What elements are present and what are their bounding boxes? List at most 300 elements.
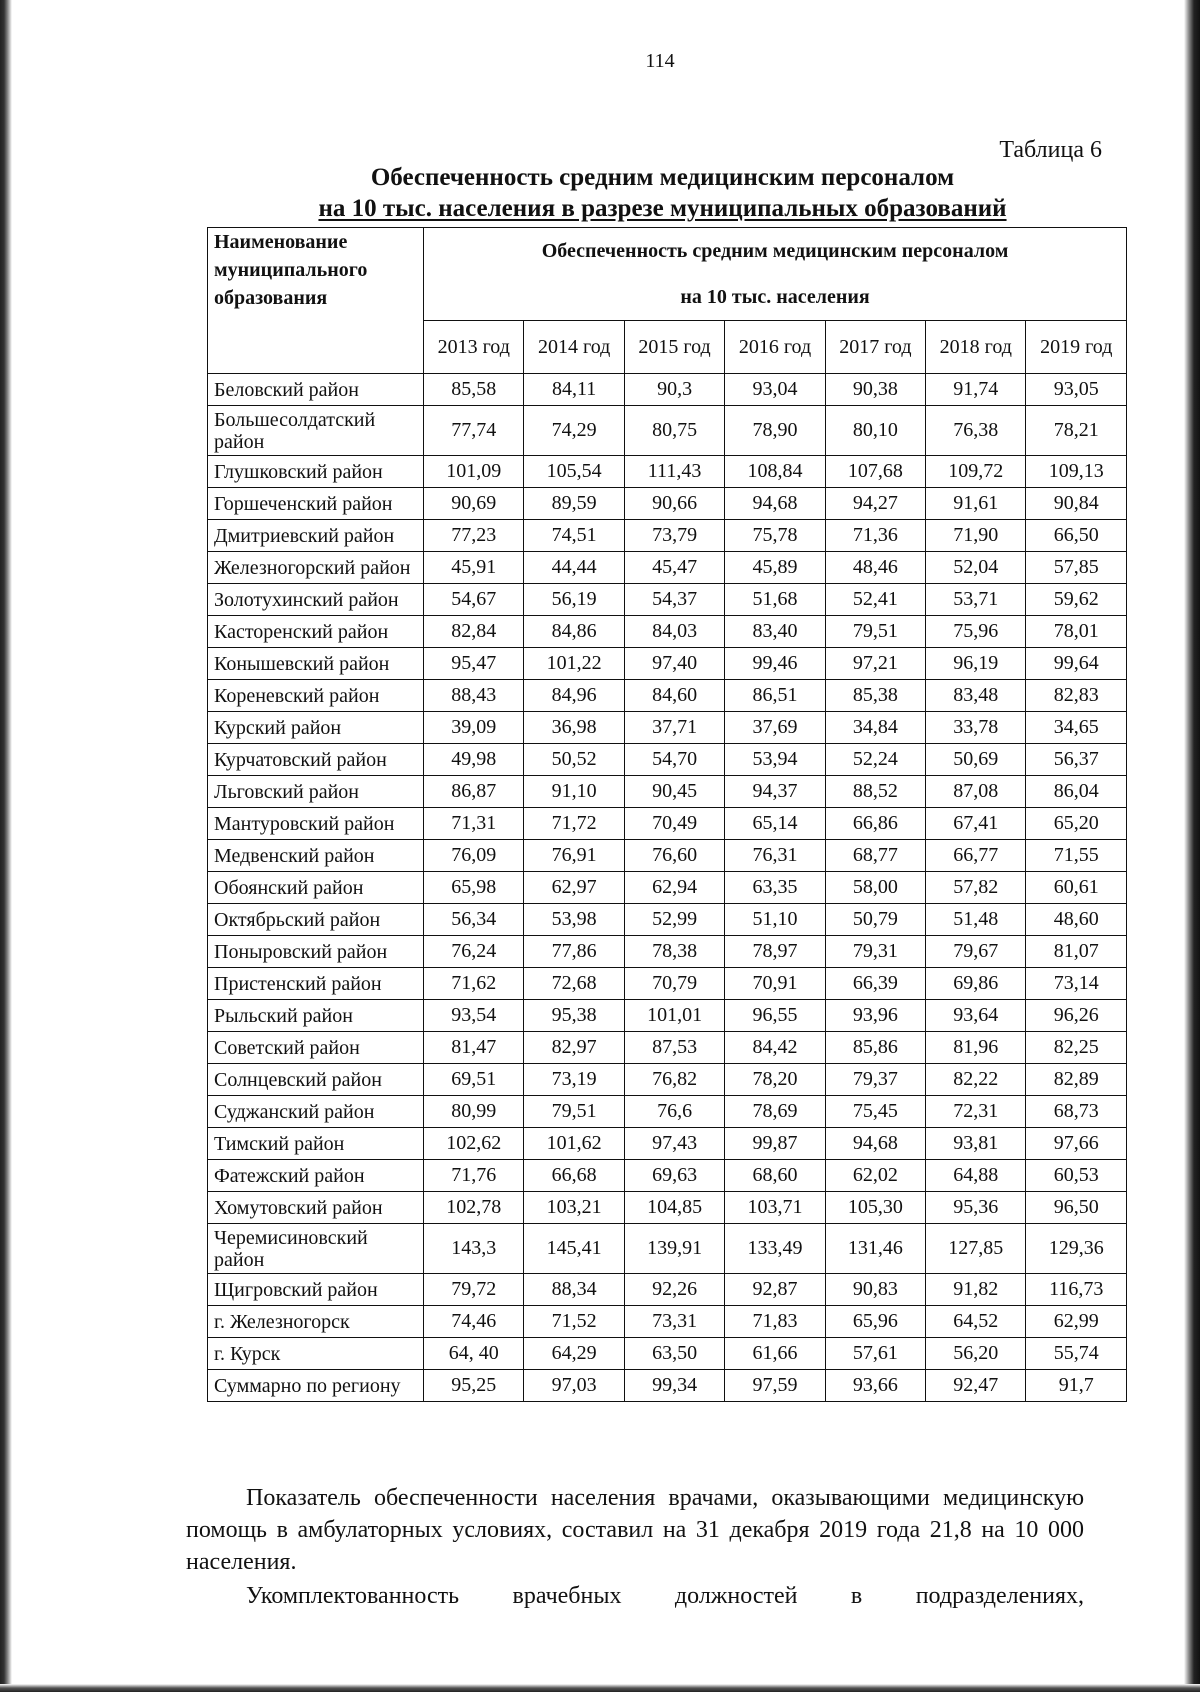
row-value: 145,41 xyxy=(524,1224,624,1274)
row-value: 107,68 xyxy=(825,456,925,488)
row-name: г. Курск xyxy=(208,1338,424,1370)
header-year-2: 2015 год xyxy=(624,321,724,374)
row-value: 91,10 xyxy=(524,776,624,808)
row-value: 77,86 xyxy=(524,936,624,968)
row-value: 48,60 xyxy=(1026,904,1127,936)
row-value: 64,29 xyxy=(524,1338,624,1370)
row-value: 109,13 xyxy=(1026,456,1127,488)
row-value: 90,69 xyxy=(424,488,524,520)
row-value: 102,78 xyxy=(424,1192,524,1224)
row-value: 143,3 xyxy=(424,1224,524,1274)
row-value: 34,65 xyxy=(1026,712,1127,744)
row-value: 79,51 xyxy=(524,1096,624,1128)
row-name: Черемисиновский район xyxy=(208,1224,424,1274)
row-value: 82,97 xyxy=(524,1032,624,1064)
row-value: 68,73 xyxy=(1026,1096,1127,1128)
table-row xyxy=(208,936,1127,968)
row-value: 51,48 xyxy=(926,904,1026,936)
row-value: 91,82 xyxy=(926,1274,1026,1306)
row-value: 97,21 xyxy=(825,648,925,680)
row-value: 76,91 xyxy=(524,840,624,872)
row-value: 71,52 xyxy=(524,1306,624,1338)
table-row xyxy=(208,1096,1127,1128)
row-value: 60,61 xyxy=(1026,872,1127,904)
row-name: Суджанский район xyxy=(208,1096,424,1128)
row-value: 69,51 xyxy=(424,1064,524,1096)
row-value: 91,61 xyxy=(926,488,1026,520)
row-value: 95,25 xyxy=(424,1370,524,1402)
row-value: 94,37 xyxy=(725,776,825,808)
row-value: 83,48 xyxy=(926,680,1026,712)
row-value: 73,14 xyxy=(1026,968,1127,1000)
row-value: 72,31 xyxy=(926,1096,1026,1128)
row-value: 54,70 xyxy=(624,744,724,776)
row-name: Беловский район xyxy=(208,374,424,406)
table-row xyxy=(208,456,1127,488)
row-value: 90,66 xyxy=(624,488,724,520)
row-value: 73,19 xyxy=(524,1064,624,1096)
row-value: 56,34 xyxy=(424,904,524,936)
table-row xyxy=(208,1032,1127,1064)
row-value: 56,19 xyxy=(524,584,624,616)
row-value: 71,72 xyxy=(524,808,624,840)
table-row xyxy=(208,584,1127,616)
row-value: 64,52 xyxy=(926,1306,1026,1338)
row-value: 65,98 xyxy=(424,872,524,904)
row-value: 85,58 xyxy=(424,374,524,406)
table-row xyxy=(208,808,1127,840)
row-value: 51,10 xyxy=(725,904,825,936)
table-row xyxy=(208,1338,1127,1370)
row-name: Обоянский район xyxy=(208,872,424,904)
row-value: 52,99 xyxy=(624,904,724,936)
header-year-4: 2017 год xyxy=(825,321,925,374)
row-value: 75,96 xyxy=(926,616,1026,648)
row-value: 39,09 xyxy=(424,712,524,744)
row-value: 74,29 xyxy=(524,406,624,456)
row-value: 74,46 xyxy=(424,1306,524,1338)
row-value: 129,36 xyxy=(1026,1224,1127,1274)
row-value: 44,44 xyxy=(524,552,624,584)
row-name: Конышевский район xyxy=(208,648,424,680)
row-value: 93,81 xyxy=(926,1128,1026,1160)
table-body xyxy=(208,374,1127,1402)
table-row xyxy=(208,648,1127,680)
row-value: 71,36 xyxy=(825,520,925,552)
row-value: 68,77 xyxy=(825,840,925,872)
row-value: 131,46 xyxy=(825,1224,925,1274)
row-value: 92,47 xyxy=(926,1370,1026,1402)
table-row xyxy=(208,968,1127,1000)
table-row xyxy=(208,1370,1127,1402)
row-name: Золотухинский район xyxy=(208,584,424,616)
row-value: 82,84 xyxy=(424,616,524,648)
row-value: 88,52 xyxy=(825,776,925,808)
row-value: 45,91 xyxy=(424,552,524,584)
row-value: 93,05 xyxy=(1026,374,1127,406)
row-name: Дмитриевский район xyxy=(208,520,424,552)
header-group-line1: Обеспеченность средним медицинским персоналом xyxy=(541,240,1009,262)
row-value: 75,45 xyxy=(825,1096,925,1128)
row-value: 103,21 xyxy=(524,1192,624,1224)
row-value: 97,43 xyxy=(624,1128,724,1160)
row-value: 104,85 xyxy=(624,1192,724,1224)
row-value: 65,20 xyxy=(1026,808,1127,840)
table-row xyxy=(208,552,1127,584)
row-value: 64,88 xyxy=(926,1160,1026,1192)
table-row xyxy=(208,520,1127,552)
row-value: 69,63 xyxy=(624,1160,724,1192)
row-value: 50,79 xyxy=(825,904,925,936)
row-name: Тимский район xyxy=(208,1128,424,1160)
row-value: 84,96 xyxy=(524,680,624,712)
row-value: 54,37 xyxy=(624,584,724,616)
row-value: 102,62 xyxy=(424,1128,524,1160)
table-row xyxy=(208,1128,1127,1160)
row-value: 83,40 xyxy=(725,616,825,648)
header-municipality: Наименование муниципального образования xyxy=(208,228,424,374)
row-value: 76,09 xyxy=(424,840,524,872)
row-value: 97,59 xyxy=(725,1370,825,1402)
row-value: 93,64 xyxy=(926,1000,1026,1032)
row-value: 84,42 xyxy=(725,1032,825,1064)
row-name: Касторенский район xyxy=(208,616,424,648)
row-value: 73,79 xyxy=(624,520,724,552)
row-value: 36,98 xyxy=(524,712,624,744)
row-value: 80,99 xyxy=(424,1096,524,1128)
row-value: 66,77 xyxy=(926,840,1026,872)
row-value: 78,97 xyxy=(725,936,825,968)
row-value: 67,41 xyxy=(926,808,1026,840)
row-value: 76,38 xyxy=(926,406,1026,456)
row-value: 101,01 xyxy=(624,1000,724,1032)
row-value: 101,09 xyxy=(424,456,524,488)
row-name: Железногорский район xyxy=(208,552,424,584)
table-row xyxy=(208,406,1127,456)
row-value: 66,86 xyxy=(825,808,925,840)
row-name: Суммарно по региону xyxy=(208,1370,424,1402)
row-value: 71,90 xyxy=(926,520,1026,552)
row-name: Рыльский район xyxy=(208,1000,424,1032)
header-year-6: 2019 год xyxy=(1026,321,1127,374)
row-value: 105,30 xyxy=(825,1192,925,1224)
table-row xyxy=(208,616,1127,648)
row-value: 78,69 xyxy=(725,1096,825,1128)
row-name: Большесолдатский район xyxy=(208,406,424,456)
row-value: 95,36 xyxy=(926,1192,1026,1224)
row-value: 53,98 xyxy=(524,904,624,936)
row-value: 82,22 xyxy=(926,1064,1026,1096)
row-value: 71,31 xyxy=(424,808,524,840)
row-value: 52,41 xyxy=(825,584,925,616)
table-row xyxy=(208,744,1127,776)
row-value: 133,49 xyxy=(725,1224,825,1274)
table-row xyxy=(208,904,1127,936)
table-label: Таблица 6 xyxy=(999,137,1102,163)
row-value: 85,86 xyxy=(825,1032,925,1064)
row-value: 79,72 xyxy=(424,1274,524,1306)
row-value: 90,84 xyxy=(1026,488,1127,520)
row-value: 86,87 xyxy=(424,776,524,808)
row-value: 93,96 xyxy=(825,1000,925,1032)
table-row xyxy=(208,1274,1127,1306)
row-value: 66,68 xyxy=(524,1160,624,1192)
scan-edge-bottom xyxy=(0,1684,1200,1692)
table-row xyxy=(208,680,1127,712)
row-name: Курчатовский район xyxy=(208,744,424,776)
table-row xyxy=(208,1000,1127,1032)
row-value: 94,68 xyxy=(825,1128,925,1160)
row-value: 61,66 xyxy=(725,1338,825,1370)
row-value: 88,34 xyxy=(524,1274,624,1306)
row-value: 111,43 xyxy=(624,456,724,488)
row-value: 93,66 xyxy=(825,1370,925,1402)
row-value: 84,86 xyxy=(524,616,624,648)
row-value: 63,35 xyxy=(725,872,825,904)
row-value: 92,87 xyxy=(725,1274,825,1306)
row-value: 62,99 xyxy=(1026,1306,1127,1338)
row-value: 34,84 xyxy=(825,712,925,744)
row-value: 90,38 xyxy=(825,374,925,406)
row-name: Октябрьский район xyxy=(208,904,424,936)
row-value: 73,31 xyxy=(624,1306,724,1338)
row-value: 52,24 xyxy=(825,744,925,776)
row-name: Мантуровский район xyxy=(208,808,424,840)
row-value: 139,91 xyxy=(624,1224,724,1274)
row-value: 79,31 xyxy=(825,936,925,968)
row-name: Солнцевский район xyxy=(208,1064,424,1096)
row-value: 76,31 xyxy=(725,840,825,872)
row-value: 66,39 xyxy=(825,968,925,1000)
row-value: 96,50 xyxy=(1026,1192,1127,1224)
row-value: 48,46 xyxy=(825,552,925,584)
row-value: 55,74 xyxy=(1026,1338,1127,1370)
row-value: 65,14 xyxy=(725,808,825,840)
row-value: 81,07 xyxy=(1026,936,1127,968)
table-row xyxy=(208,374,1127,406)
row-value: 91,7 xyxy=(1026,1370,1127,1402)
table-row xyxy=(208,1064,1127,1096)
table-row xyxy=(208,1192,1127,1224)
row-value: 77,23 xyxy=(424,520,524,552)
row-value: 76,82 xyxy=(624,1064,724,1096)
row-value: 80,75 xyxy=(624,406,724,456)
row-value: 103,71 xyxy=(725,1192,825,1224)
row-value: 45,89 xyxy=(725,552,825,584)
header-group xyxy=(424,228,1127,321)
row-value: 81,96 xyxy=(926,1032,1026,1064)
row-value: 94,68 xyxy=(725,488,825,520)
paragraph-2: Укомплектованность врачебных должностей в подразделениях, xyxy=(246,1583,1084,1609)
row-value: 87,53 xyxy=(624,1032,724,1064)
row-value: 37,71 xyxy=(624,712,724,744)
row-value: 37,69 xyxy=(725,712,825,744)
row-value: 86,51 xyxy=(725,680,825,712)
row-value: 91,74 xyxy=(926,374,1026,406)
row-value: 97,66 xyxy=(1026,1128,1127,1160)
row-value: 94,27 xyxy=(825,488,925,520)
row-value: 70,91 xyxy=(725,968,825,1000)
table-row xyxy=(208,1306,1127,1338)
row-value: 99,34 xyxy=(624,1370,724,1402)
row-value: 76,24 xyxy=(424,936,524,968)
row-value: 82,89 xyxy=(1026,1064,1127,1096)
paragraph-1: Показатель обеспеченности населения врачами, оказывающими медицинскую помощь в амбулаторных условиях, составил на 31 декабря 2019 года 21,8 на 10 000 населения. xyxy=(186,1485,1084,1575)
table-row xyxy=(208,872,1127,904)
row-value: 71,62 xyxy=(424,968,524,1000)
row-value: 88,43 xyxy=(424,680,524,712)
row-value: 78,20 xyxy=(725,1064,825,1096)
row-value: 50,69 xyxy=(926,744,1026,776)
row-value: 82,83 xyxy=(1026,680,1127,712)
row-value: 54,67 xyxy=(424,584,524,616)
row-value: 45,47 xyxy=(624,552,724,584)
row-value: 97,40 xyxy=(624,648,724,680)
row-value: 63,50 xyxy=(624,1338,724,1370)
row-value: 101,62 xyxy=(524,1128,624,1160)
row-value: 75,78 xyxy=(725,520,825,552)
row-value: 99,46 xyxy=(725,648,825,680)
row-value: 93,04 xyxy=(725,374,825,406)
row-value: 80,10 xyxy=(825,406,925,456)
row-value: 95,47 xyxy=(424,648,524,680)
row-value: 79,37 xyxy=(825,1064,925,1096)
row-value: 76,6 xyxy=(624,1096,724,1128)
row-value: 78,90 xyxy=(725,406,825,456)
row-value: 90,83 xyxy=(825,1274,925,1306)
table-header-row xyxy=(208,228,1127,321)
row-value: 74,51 xyxy=(524,520,624,552)
row-value: 62,02 xyxy=(825,1160,925,1192)
row-value: 87,08 xyxy=(926,776,1026,808)
table-row xyxy=(208,488,1127,520)
row-value: 108,84 xyxy=(725,456,825,488)
row-value: 72,68 xyxy=(524,968,624,1000)
page-number: 114 xyxy=(645,50,675,72)
header-year-5: 2018 год xyxy=(926,321,1026,374)
row-name: Хомутовский район xyxy=(208,1192,424,1224)
row-value: 53,71 xyxy=(926,584,1026,616)
row-value: 49,98 xyxy=(424,744,524,776)
row-value: 57,61 xyxy=(825,1338,925,1370)
row-value: 84,11 xyxy=(524,374,624,406)
row-value: 53,94 xyxy=(725,744,825,776)
row-value: 97,03 xyxy=(524,1370,624,1402)
row-name: Курский район xyxy=(208,712,424,744)
row-name: г. Железногорск xyxy=(208,1306,424,1338)
row-value: 71,76 xyxy=(424,1160,524,1192)
row-value: 99,87 xyxy=(725,1128,825,1160)
row-value: 62,94 xyxy=(624,872,724,904)
table-title-line2: на 10 тыс. населения в разрезе муниципальных образований xyxy=(318,195,1007,222)
table-row xyxy=(208,776,1127,808)
row-value: 96,55 xyxy=(725,1000,825,1032)
table-row xyxy=(208,1160,1127,1192)
row-value: 66,50 xyxy=(1026,520,1127,552)
row-name: Пристенский район xyxy=(208,968,424,1000)
row-name: Фатежский район xyxy=(208,1160,424,1192)
row-value: 57,85 xyxy=(1026,552,1127,584)
row-name: Медвенский район xyxy=(208,840,424,872)
row-value: 84,60 xyxy=(624,680,724,712)
table-row xyxy=(208,712,1127,744)
row-value: 52,04 xyxy=(926,552,1026,584)
staffing-table xyxy=(207,227,1127,1402)
row-value: 71,55 xyxy=(1026,840,1127,872)
row-value: 79,67 xyxy=(926,936,1026,968)
table-row xyxy=(208,840,1127,872)
row-name: Горшеченский район xyxy=(208,488,424,520)
row-name: Глушковский район xyxy=(208,456,424,488)
row-value: 101,22 xyxy=(524,648,624,680)
row-value: 79,51 xyxy=(825,616,925,648)
row-value: 78,01 xyxy=(1026,616,1127,648)
row-value: 33,78 xyxy=(926,712,1026,744)
header-year-1: 2014 год xyxy=(524,321,624,374)
row-name: Льговский район xyxy=(208,776,424,808)
row-value: 89,59 xyxy=(524,488,624,520)
row-value: 81,47 xyxy=(424,1032,524,1064)
row-value: 82,25 xyxy=(1026,1032,1127,1064)
row-value: 59,62 xyxy=(1026,584,1127,616)
row-value: 85,38 xyxy=(825,680,925,712)
row-name: Щигровский район xyxy=(208,1274,424,1306)
row-value: 92,26 xyxy=(624,1274,724,1306)
row-value: 70,49 xyxy=(624,808,724,840)
row-value: 90,3 xyxy=(624,374,724,406)
scan-edge-right xyxy=(1184,0,1200,1692)
row-value: 77,74 xyxy=(424,406,524,456)
row-value: 64, 40 xyxy=(424,1338,524,1370)
row-name: Поныровский район xyxy=(208,936,424,968)
row-value: 86,04 xyxy=(1026,776,1127,808)
row-value: 60,53 xyxy=(1026,1160,1127,1192)
table-title xyxy=(200,162,1125,224)
scan-edge-left xyxy=(0,0,12,1692)
row-value: 56,37 xyxy=(1026,744,1127,776)
row-value: 50,52 xyxy=(524,744,624,776)
row-name: Кореневский район xyxy=(208,680,424,712)
row-value: 58,00 xyxy=(825,872,925,904)
row-value: 96,19 xyxy=(926,648,1026,680)
row-value: 76,60 xyxy=(624,840,724,872)
table-row xyxy=(208,1224,1127,1274)
row-value: 70,79 xyxy=(624,968,724,1000)
row-value: 68,60 xyxy=(725,1160,825,1192)
header-year-3: 2016 год xyxy=(725,321,825,374)
row-value: 56,20 xyxy=(926,1338,1026,1370)
row-value: 65,96 xyxy=(825,1306,925,1338)
row-value: 51,68 xyxy=(725,584,825,616)
row-value: 57,82 xyxy=(926,872,1026,904)
row-value: 78,38 xyxy=(624,936,724,968)
table-title-line1: Обеспеченность средним медицинским персоналом xyxy=(370,164,955,191)
row-value: 95,38 xyxy=(524,1000,624,1032)
row-value: 105,54 xyxy=(524,456,624,488)
row-value: 78,21 xyxy=(1026,406,1127,456)
row-value: 84,03 xyxy=(624,616,724,648)
row-value: 62,97 xyxy=(524,872,624,904)
row-value: 93,54 xyxy=(424,1000,524,1032)
row-value: 116,73 xyxy=(1026,1274,1127,1306)
row-value: 109,72 xyxy=(926,456,1026,488)
row-value: 127,85 xyxy=(926,1224,1026,1274)
row-name: Советский район xyxy=(208,1032,424,1064)
header-year-0: 2013 год xyxy=(424,321,524,374)
header-group-line2: на 10 тыс. населения xyxy=(680,286,870,308)
row-value: 90,45 xyxy=(624,776,724,808)
row-value: 96,26 xyxy=(1026,1000,1127,1032)
